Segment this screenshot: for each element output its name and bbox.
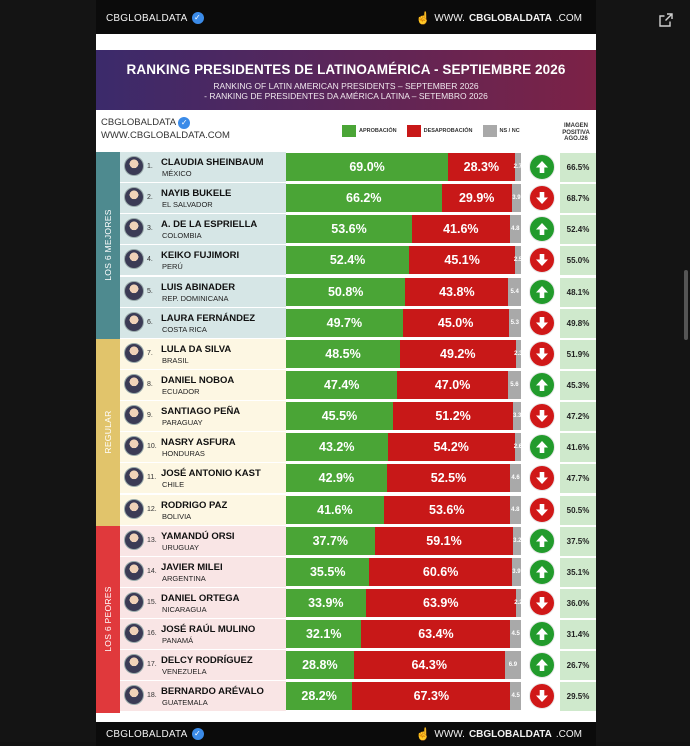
president-cell [120,650,286,680]
rank-number: 9. [147,412,153,420]
table-row [120,401,596,432]
president-avatar [124,312,144,332]
group-label-text: REGULAR [103,410,113,454]
legend-approval: APROBACIÓN [359,128,397,134]
trend-down-arrow-icon [529,310,555,336]
table-row [120,183,596,214]
ns-segment: 3.9 [512,184,521,212]
table-row [120,277,596,308]
president-name: A. DE LA ESPRIELLA [161,219,258,231]
subtitle-portuguese: - RANKING DE PRESIDENTES DA AMÉRICA LATINA – SETEMBRO 2026 [204,91,488,101]
disapproval-segment: 67.3% [352,682,510,710]
ranking-header [96,50,596,110]
president-cell [120,463,286,493]
president-name: LUIS ABINADER [161,281,236,293]
disapproval-segment: 59.1% [375,527,514,555]
approval-bar [286,309,521,337]
trend-down-arrow-icon [529,247,555,273]
country-name: COSTA RICA [162,324,207,334]
president-name: SANTIAGO PEÑA [161,406,241,418]
table-row [120,339,596,370]
ns-segment: 2.6 [515,433,521,461]
table-row [120,245,596,276]
verified-badge-icon: ✓ [178,117,190,129]
ns-segment: 5.4 [508,278,521,306]
country-name: PANAMÁ [162,636,194,646]
trend-down-arrow-icon [529,341,555,367]
trend-down-arrow-icon [529,465,555,491]
president-avatar [124,218,144,238]
rank-number: 12. [147,505,157,513]
trend-up-arrow-icon [529,528,555,554]
approval-bar [286,402,521,430]
table-row [120,370,596,401]
ns-segment: 2.3 [516,340,521,368]
ns-segment: 2.7 [515,153,521,181]
disapproval-segment: 28.3% [448,153,515,181]
disapproval-segment: 49.2% [400,340,516,368]
approval-segment: 37.7% [286,527,375,555]
president-name: DANIEL NOBOA [161,374,235,386]
country-name: NICARAGUA [162,604,207,614]
imagen-positiva-value: 35.1% [560,558,596,587]
group-label-text: LOS 6 MEJORES [103,209,113,282]
president-cell [120,308,286,338]
president-name: JOSÉ ANTONIO KAST [161,468,261,480]
president-cell [120,214,286,244]
president-cell [120,681,286,711]
ns-segment: 4.8 [510,496,521,524]
approval-bar [286,433,521,461]
president-name: DELCY RODRÍGUEZ [161,655,253,667]
approval-segment: 28.2% [286,682,352,710]
country-name: PERÚ [162,262,183,272]
approval-segment: 41.6% [286,496,384,524]
approval-bar [286,371,521,399]
approval-segment: 35.5% [286,558,369,586]
imagen-positiva-value: 41.6% [560,433,596,462]
disapproval-segment: 54.2% [388,433,515,461]
imagen-positiva-value: 68.7% [560,184,596,213]
president-cell [120,495,286,525]
president-avatar [124,467,144,487]
approval-bar [286,558,521,586]
president-avatar [124,623,144,643]
approval-segment: 47.4% [286,371,397,399]
table-row [120,432,596,463]
rank-number: 13. [147,536,157,544]
table-row [120,526,596,557]
group-label [96,526,120,713]
approval-bar [286,340,521,368]
president-avatar [124,530,144,550]
president-cell [120,557,286,587]
country-name: HONDURAS [162,449,205,459]
rank-number: 10. [147,443,157,451]
president-avatar [124,156,144,176]
trend-up-arrow-icon [529,621,555,647]
ns-segment: 6.9 [505,651,521,679]
country-name: ECUADOR [162,386,200,396]
president-cell [120,152,286,182]
trend-up-arrow-icon [529,372,555,398]
ns-segment: 3.9 [512,558,521,586]
ranking-title: RANKING PRESIDENTES DE LATINOAMÉRICA - SEPTIEMBRE 2026 [126,62,566,77]
rank-number: 4. [147,256,153,264]
president-cell [120,183,286,213]
president-avatar [124,561,144,581]
rank-number: 8. [147,380,153,388]
president-name: LAURA FERNÁNDEZ [161,312,256,324]
rank-number: 15. [147,598,157,606]
imagen-positiva-value: 31.4% [560,620,596,649]
top-brand-bar [96,6,596,30]
trend-down-arrow-icon [529,185,555,211]
president-avatar [124,592,144,612]
disapproval-segment: 45.0% [403,309,509,337]
president-cell [120,245,286,275]
country-name: ARGENTINA [162,573,206,583]
approval-segment: 50.8% [286,278,405,306]
president-avatar [124,187,144,207]
president-name: DANIEL ORTEGA [161,592,240,604]
disapproval-segment: 53.6% [384,496,510,524]
country-name: BOLIVIA [162,511,192,521]
president-name: JAVIER MILEI [161,561,223,573]
rank-number: 3. [147,225,153,233]
approval-segment: 66.2% [286,184,442,212]
country-name: PARAGUAY [162,418,203,428]
website-label: ☝ WWW. CBGLOBALDATA .COM [415,11,582,25]
imagen-positiva-value: 26.7% [560,651,596,680]
imagen-positiva-header: IMAGEN POSITIVA AGO./26 [562,123,590,142]
trend-down-arrow-icon [529,497,555,523]
president-cell [120,339,286,369]
country-name: COLOMBIA [162,231,202,241]
approval-segment: 53.6% [286,215,412,243]
imagen-positiva-value: 47.7% [560,464,596,493]
approval-bar [286,527,521,555]
table-row [120,152,596,183]
rank-number: 5. [147,287,153,295]
president-cell [120,619,286,649]
imagen-positiva-value: 37.5% [560,527,596,556]
disapproval-segment: 43.8% [405,278,508,306]
president-avatar [124,374,144,394]
approval-segment: 32.1% [286,620,361,648]
table-row [120,681,596,712]
trend-up-arrow-icon [529,216,555,242]
country-name: URUGUAY [162,542,199,552]
approval-bar [286,184,521,212]
country-name: BRASIL [162,355,189,365]
imagen-positiva-value: 55.0% [560,246,596,275]
ns-segment: 5.6 [508,371,521,399]
verified-badge-icon: ✓ [192,728,204,740]
president-cell [120,370,286,400]
infographic [96,0,596,742]
ns-segment: 4.6 [510,464,521,492]
brand-block: CBGLOBALDATA ✓ WWW.CBGLOBALDATA.COM [101,117,230,141]
approval-segment: 42.9% [286,464,387,492]
rank-number: 14. [147,567,157,575]
approval-segment: 43.2% [286,433,388,461]
president-cell [120,588,286,618]
verified-badge-icon: ✓ [192,12,204,24]
ns-segment: 2.2 [516,589,521,617]
ns-segment: 4.5 [510,620,521,648]
rank-number: 1. [147,163,153,170]
ns-segment: 3.2 [513,527,521,555]
disapproval-segment: 64.3% [354,651,505,679]
legend [342,125,526,137]
hand-pointer-icon: ☝ [415,11,431,25]
president-name: RODRIGO PAZ [161,499,228,511]
rank-number: 16. [147,630,157,638]
table-row [120,214,596,245]
imagen-positiva-value: 50.5% [560,496,596,525]
president-avatar [124,436,144,456]
rank-number: 18. [147,692,157,700]
disapproval-segment: 63.4% [361,620,510,648]
imagen-positiva-value: 66.5% [560,153,596,182]
approval-bar [286,278,521,306]
president-avatar [124,685,144,705]
table-row [120,557,596,588]
disapproval-segment: 51.2% [393,402,513,430]
trend-down-arrow-icon [529,683,555,709]
hand-pointer-icon: ☝ [415,727,431,741]
approval-segment: 45.5% [286,402,393,430]
imagen-positiva-value: 45.3% [560,371,596,400]
trend-down-arrow-icon [529,403,555,429]
rank-number: 17. [147,661,157,669]
ns-segment: 5.3 [509,309,521,337]
table-row [120,588,596,619]
trend-up-arrow-icon [529,434,555,460]
table-row [120,495,596,526]
brand-label: CBGLOBALDATA ✓ [106,12,204,24]
rank-number: 2. [147,194,153,202]
rank-number: 7. [147,349,153,357]
trend-up-arrow-icon [529,652,555,678]
disapproval-segment: 45.1% [409,246,515,274]
approval-segment: 28.8% [286,651,354,679]
disapproval-segment: 47.0% [397,371,507,399]
website-label: ☝ WWW. CBGLOBALDATA .COM [415,727,582,741]
president-name: NAYIB BUKELE [161,188,232,200]
approval-swatch [342,125,356,137]
open-in-new-window-icon[interactable] [658,12,674,28]
approval-segment: 52.4% [286,246,409,274]
approval-bar [286,682,521,710]
president-name: NASRY ASFURA [161,437,236,449]
imagen-positiva-value: 47.2% [560,402,596,431]
president-name: BERNARDO ARÉVALO [161,686,264,698]
country-name: EL SALVADOR [162,200,213,210]
trend-up-arrow-icon [529,279,555,305]
ranking-rows [120,152,596,713]
subtitle-english: RANKING OF LATIN AMERICAN PRESIDENTS – SEPTEMBER 2026 [213,81,479,91]
president-avatar [124,281,144,301]
disapproval-segment: 60.6% [369,558,511,586]
disapproval-segment: 29.9% [442,184,512,212]
group-label [96,152,120,339]
imagen-positiva-value: 29.5% [560,682,596,711]
table-row [120,308,596,339]
president-cell [120,277,286,307]
president-cell [120,401,286,431]
president-avatar [124,405,144,425]
disapproval-segment: 63.9% [366,589,516,617]
table-row [120,619,596,650]
ns-segment: 4.8 [510,215,521,243]
scrollbar[interactable] [684,270,688,340]
approval-bar [286,153,521,181]
disapproval-segment: 52.5% [387,464,510,492]
approval-segment: 33.9% [286,589,366,617]
legend-row [96,110,596,152]
disapproval-swatch [407,125,421,137]
approval-bar [286,589,521,617]
table-row [120,650,596,681]
rank-number: 6. [147,318,153,326]
president-name: JOSÉ RAÚL MULINO [161,624,256,636]
approval-bar [286,464,521,492]
president-avatar [124,249,144,269]
president-avatar [124,343,144,363]
trend-up-arrow-icon [529,154,555,180]
legend-disapproval: DESAPROBACIÓN [423,128,473,134]
ns-segment: 3.3 [513,402,521,430]
imagen-positiva-value: 51.9% [560,340,596,369]
approval-segment: 48.5% [286,340,400,368]
trend-up-arrow-icon [529,559,555,585]
approval-bar [286,620,521,648]
group-label-text: LOS 6 PEORES [103,586,113,652]
imagen-positiva-value: 52.4% [560,215,596,244]
ns-segment: 2.5 [515,246,521,274]
rank-number: 11. [147,474,157,482]
approval-bar [286,651,521,679]
president-name: KEIKO FUJIMORI [161,250,240,262]
group-label [96,339,120,526]
country-name: GUATEMALA [162,698,208,708]
president-avatar [124,654,144,674]
disapproval-segment: 41.6% [412,215,510,243]
trend-down-arrow-icon [529,590,555,616]
ns-swatch [483,125,497,137]
ns-segment: 4.5 [510,682,521,710]
approval-segment: 49.7% [286,309,403,337]
brand-label: CBGLOBALDATA ✓ [106,728,204,740]
approval-bar [286,215,521,243]
legend-ns: NS / NC [499,128,520,134]
imagen-positiva-value: 49.8% [560,309,596,338]
president-cell [120,526,286,556]
country-name: CHILE [162,480,185,490]
country-name: REP. DOMINICANA [162,293,229,303]
president-avatar [124,499,144,519]
approval-bar [286,246,521,274]
president-name: YAMANDÚ ORSI [161,530,235,542]
table-row [120,463,596,494]
president-cell [120,432,286,462]
country-name: MÉXICO [162,169,192,178]
country-name: VENEZUELA [162,667,207,677]
president-name: LULA DA SILVA [161,343,232,355]
imagen-positiva-value: 48.1% [560,278,596,307]
imagen-positiva-value: 36.0% [560,589,596,618]
approval-segment: 69.0% [286,153,448,181]
approval-bar [286,496,521,524]
president-name: CLAUDIA SHEINBAUM [161,157,264,168]
bottom-brand-bar [96,722,596,746]
